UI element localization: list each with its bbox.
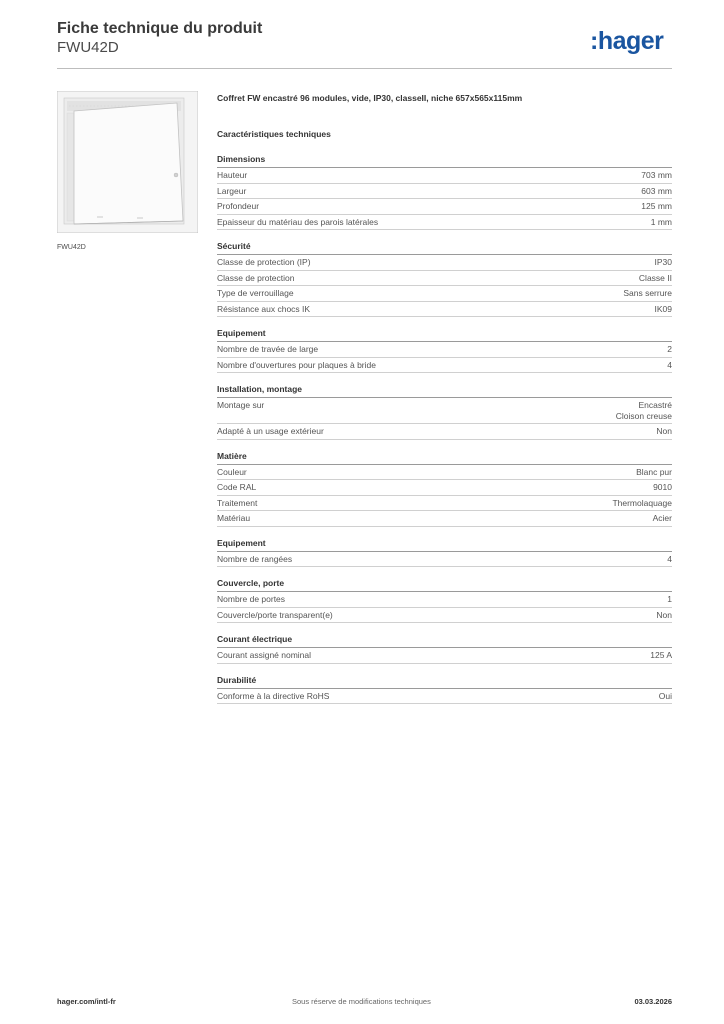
spec-value xyxy=(639,273,672,284)
spec-section xyxy=(217,154,672,230)
spec-row xyxy=(217,271,672,287)
spec-value xyxy=(641,170,672,181)
spec-value-line: 4 xyxy=(667,359,672,370)
spec-row xyxy=(217,552,672,568)
spec-row xyxy=(217,255,672,271)
section-title: Courant électrique xyxy=(217,634,672,648)
spec-label: Classe de protection (IP) xyxy=(217,257,311,267)
spec-value-line: 4 xyxy=(667,553,672,564)
spec-section xyxy=(217,634,672,664)
spec-value xyxy=(655,304,673,315)
spec-row xyxy=(217,286,672,302)
section-title: Durabilité xyxy=(217,675,672,689)
image-caption: FWU42D xyxy=(57,244,86,251)
spec-value-line: 703 mm xyxy=(641,170,672,180)
spec-value-line: Sans serrure xyxy=(623,288,672,298)
spec-label: Type de verrouillage xyxy=(217,288,294,298)
spec-value xyxy=(653,513,672,524)
section-title: Couvercle, porte xyxy=(217,578,672,592)
spec-label: Adapté à un usage extérieur xyxy=(217,426,324,436)
spec-row xyxy=(217,511,672,527)
spec-label: Résistance aux chocs IK xyxy=(217,303,311,314)
spec-value xyxy=(667,344,672,355)
spec-label: Matériau xyxy=(217,513,251,523)
page-title: Fiche technique du produit xyxy=(57,20,263,37)
spec-value-line: Oui xyxy=(658,690,672,701)
footer-date: 03.03.2026 xyxy=(634,997,672,1006)
spec-label: Courant assigné nominal xyxy=(217,650,312,660)
spec-label: Conforme à la directive RoHS xyxy=(217,690,330,701)
spec-row xyxy=(217,302,672,318)
spec-value-line: Non xyxy=(656,426,672,436)
spec-sections xyxy=(217,154,672,704)
section-title: Equipement xyxy=(217,328,672,342)
spec-row xyxy=(217,480,672,496)
spec-value-line: Non xyxy=(656,609,672,620)
spec-value-line: 1 xyxy=(667,594,672,604)
spec-label: Nombre de rangées xyxy=(217,553,293,564)
spec-label: Couvercle/porte transparent(e) xyxy=(217,609,333,620)
spec-section xyxy=(217,451,672,527)
spec-value xyxy=(659,691,672,702)
spec-row xyxy=(217,689,672,705)
hager-logo: :hager xyxy=(590,27,664,55)
spec-label: Nombre de portes xyxy=(217,594,286,604)
spec-value xyxy=(656,426,672,437)
section-title: Installation, montage xyxy=(217,384,672,398)
product-image xyxy=(57,91,198,233)
footer-notice: Sous réserve de modifications techniques xyxy=(292,997,431,1006)
spec-label: Nombre d'ouvertures pour plaques à bride xyxy=(217,359,376,370)
section-title: Equipement xyxy=(217,538,672,552)
section-title: Sécurité xyxy=(217,241,672,255)
spec-value xyxy=(636,467,672,478)
spec-value xyxy=(623,288,672,299)
spec-value xyxy=(612,498,672,509)
spec-value xyxy=(667,594,672,605)
spec-value-line: Thermolaquage xyxy=(612,497,672,508)
spec-value xyxy=(656,610,672,621)
spec-label: Code RAL xyxy=(217,482,257,492)
spec-value xyxy=(653,482,672,493)
spec-value-line: Blanc pur xyxy=(636,466,672,477)
spec-section xyxy=(217,328,672,373)
spec-value xyxy=(641,201,672,212)
spec-value-line: Cloison creuse xyxy=(615,410,672,421)
spec-row xyxy=(217,358,672,374)
spec-value-line: Encastré xyxy=(638,400,672,410)
spec-value-line: Classe II xyxy=(638,272,672,283)
spec-value-line: 125 A xyxy=(650,650,672,660)
spec-value-line: 125 mm xyxy=(641,201,672,211)
spec-section xyxy=(217,675,672,705)
spec-section xyxy=(217,384,672,440)
spec-value xyxy=(641,186,672,197)
spec-value-line: 2 xyxy=(667,344,672,354)
spec-value-line: IK09 xyxy=(654,303,672,314)
spec-label: Hauteur xyxy=(217,170,248,180)
spec-value xyxy=(667,554,672,565)
section-title: Dimensions xyxy=(217,154,672,168)
spec-label: Traitement xyxy=(217,497,258,508)
spec-value xyxy=(650,650,672,661)
spec-row xyxy=(217,215,672,231)
product-specs xyxy=(217,93,672,704)
spec-label: Classe de protection xyxy=(217,272,295,283)
spec-row xyxy=(217,168,672,184)
spec-row xyxy=(217,398,672,424)
spec-section xyxy=(217,578,672,623)
spec-value xyxy=(655,257,673,268)
spec-row xyxy=(217,424,672,440)
spec-value-line: 9010 xyxy=(653,482,672,492)
section-title: Matière xyxy=(217,451,672,465)
spec-label: Profondeur xyxy=(217,201,260,211)
product-reference: FWU42D xyxy=(57,39,119,56)
spec-value-line: Acier xyxy=(652,513,672,523)
spec-label: Couleur xyxy=(217,466,247,477)
characteristics-title: Caractéristiques techniques xyxy=(217,129,331,139)
spec-row xyxy=(217,592,672,608)
spec-value xyxy=(667,360,672,371)
spec-row xyxy=(217,184,672,200)
spec-label: Epaisseur du matériau des parois latérales xyxy=(217,216,379,227)
spec-row xyxy=(217,496,672,512)
spec-label: Montage sur xyxy=(217,400,265,410)
spec-value-line: 1 mm xyxy=(650,216,672,227)
product-description: Coffret FW encastré 96 modules, vide, IP30, classeII, niche 657x565x115mm xyxy=(217,93,523,103)
spec-value xyxy=(616,400,672,421)
spec-row xyxy=(217,342,672,358)
spec-row xyxy=(217,199,672,215)
spec-label: Largeur xyxy=(217,185,247,196)
spec-value xyxy=(651,217,672,228)
spec-value-line: IP30 xyxy=(654,257,672,267)
spec-row xyxy=(217,465,672,481)
spec-row xyxy=(217,608,672,624)
footer-website: hager.com/intl-fr xyxy=(57,997,116,1006)
header-divider xyxy=(57,68,672,69)
spec-section xyxy=(217,538,672,568)
spec-value-line: 603 mm xyxy=(641,185,672,196)
spec-section xyxy=(217,241,672,317)
spec-label: Nombre de travée de large xyxy=(217,344,319,354)
spec-row xyxy=(217,648,672,664)
